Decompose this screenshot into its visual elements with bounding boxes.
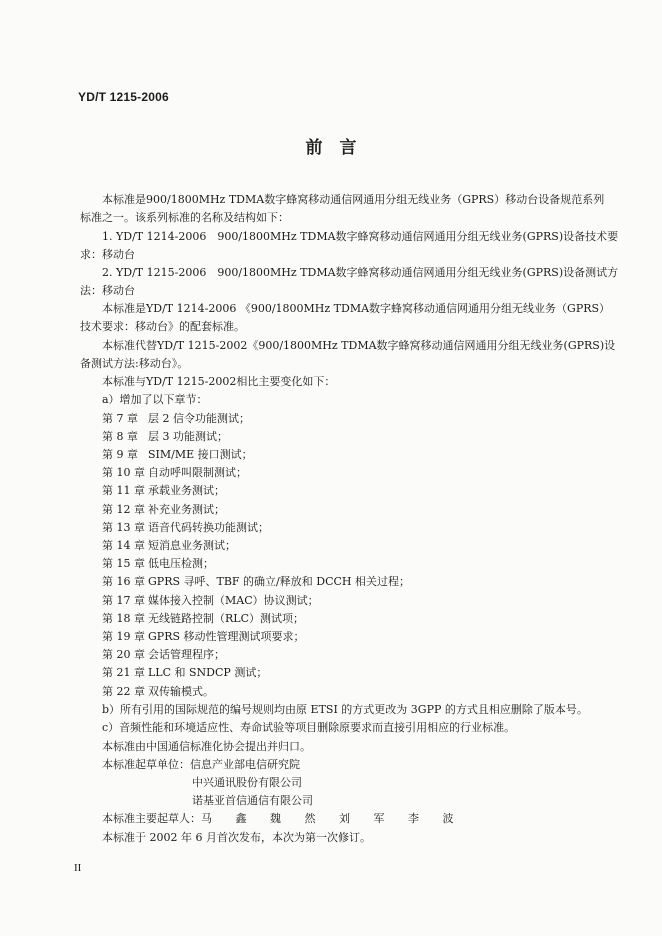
- paragraph-line: 备测试方法:移动台》。: [80, 357, 189, 370]
- chapter-item: [102, 429, 228, 445]
- paragraph-line: 本标准是900/1800MHz TDMA数字蜂窝移动通信网通用分组无线业务（GPRS）移动台设备规范系列: [102, 193, 605, 206]
- chapter-item: [102, 447, 253, 463]
- drafters-names: 马 鑫 魏 然 刘 军 李 波: [201, 812, 464, 825]
- paragraph-line: 求：移动台: [80, 248, 135, 261]
- chapter-number: 第 18 章: [102, 612, 145, 625]
- chapter-number: 第 12 章: [102, 503, 145, 516]
- paragraph-line: 法：移动台: [80, 284, 135, 297]
- page-number: II: [74, 862, 82, 874]
- chapter-item: [102, 611, 304, 627]
- chapter-item: [102, 556, 214, 572]
- chapter-text: 承载业务测试；: [148, 484, 225, 497]
- chapter-number: 第 15 章: [102, 557, 145, 570]
- paragraph-line: b）所有引用的国际规范的编号规则均由原 ETSI 的方式更改为 3GPP 的方式且相应删除了版本号。: [102, 703, 588, 716]
- chapter-text: 媒体接入控制（MAC）协议测试；: [148, 594, 319, 607]
- paragraph-line: c）音频性能和环境适应性、寿命试验等项目删除原要求而直接引用相应的行业标准。: [102, 721, 516, 734]
- chapter-number: 第 11 章: [102, 484, 145, 497]
- chapter-number: 第 21 章: [102, 666, 145, 679]
- chapter-text: 短消息业务测试；: [148, 539, 236, 552]
- organization-line: 诺基亚首信通信有限公司: [192, 794, 313, 807]
- organization-line: 中兴通讯股份有限公司: [192, 776, 302, 789]
- chapter-item: [102, 665, 267, 681]
- chapter-text: 层 3 功能测试；: [148, 430, 228, 443]
- chapter-text: GPRS 寻呼、TBF 的确立/释放和 DCCH 相关过程；: [148, 575, 410, 588]
- chapter-number: 第 13 章: [102, 521, 145, 534]
- chapter-number: 第 14 章: [102, 539, 145, 552]
- chapter-text: SIM/ME 接口测试；: [148, 448, 253, 461]
- chapter-number: 第 19 章: [102, 630, 145, 643]
- drafters-label: 本标准主要起草人：: [102, 812, 201, 825]
- chapter-item: [102, 684, 214, 700]
- paragraph-line: 1. YD/T 1214-2006 900/1800MHz TDMA数字蜂窝移动通信网通用分组无线业务(GPRS)设备技术要: [102, 230, 619, 243]
- chapter-item: [102, 629, 305, 645]
- drafters-line: [102, 811, 463, 827]
- paragraph-line: 技术要求：移动台》的配套标准。: [80, 320, 245, 333]
- chapter-item: [102, 593, 319, 609]
- chapter-text: LLC 和 SNDCP 测试；: [148, 666, 268, 679]
- paragraph-line: a）增加了以下章节：: [102, 393, 208, 406]
- chapter-item: [102, 647, 225, 663]
- paragraph-line: 本标准是YD/T 1214-2006 《900/1800MHz TDMA数字蜂窝移动通信网通用分组无线业务（GPRS）: [102, 302, 611, 315]
- chapter-text: 补充业务测试；: [148, 503, 225, 516]
- chapter-item: [102, 502, 225, 518]
- paragraph-line: 本标准由中国通信标准化协会提出并归口。: [102, 740, 311, 753]
- chapter-number: 第 7 章: [102, 412, 138, 425]
- paragraph-line: 2. YD/T 1215-2006 900/1800MHz TDMA数字蜂窝移动通信网通用分组无线业务(GPRS)设备测试方: [102, 266, 619, 279]
- chapter-item: [102, 538, 236, 554]
- chapter-item: [102, 483, 225, 499]
- chapter-number: 第 8 章: [102, 430, 138, 443]
- chapter-number: 第 16 章: [102, 575, 145, 588]
- paragraph-line: 本标准与YD/T 1215-2002相比主要变化如下：: [102, 375, 336, 388]
- chapter-item: [102, 520, 269, 536]
- paragraph-line: 本标准起草单位：信息产业部电信研究院: [102, 758, 300, 771]
- page-title: 前 言: [305, 138, 357, 158]
- chapter-item: [102, 411, 250, 427]
- chapter-number: 第 17 章: [102, 594, 145, 607]
- chapter-text: GPRS 移动性管理测试项要求；: [148, 630, 305, 643]
- chapter-number: 第 10 章: [102, 466, 145, 479]
- paragraph-line: 本标准于 2002 年 6 月首次发布，本次为第一次修订。: [102, 831, 371, 844]
- chapter-number: 第 22 章: [102, 685, 145, 698]
- chapter-text: 低电压检测；: [148, 557, 214, 570]
- document-code: YD/T 1215-2006: [78, 90, 169, 104]
- chapter-number: 第 20 章: [102, 648, 145, 661]
- paragraph-line: 本标准代替YD/T 1215-2002《900/1800MHz TDMA数字蜂窝移动通信网通用分组无线业务(GPRS)设: [102, 339, 616, 352]
- chapter-text: 层 2 信令功能测试；: [148, 412, 250, 425]
- chapter-text: 会话管理程序；: [148, 648, 225, 661]
- chapter-text: 双传输模式。: [148, 685, 214, 698]
- chapter-item: [102, 574, 410, 590]
- chapter-text: 无线链路控制（RLC）测试项；: [148, 612, 305, 625]
- chapter-item: [102, 465, 247, 481]
- chapter-text: 自动呼叫限制测试；: [148, 466, 247, 479]
- paragraph-line: 标准之一。该系列标准的名称及结构如下：: [80, 211, 289, 224]
- chapter-number: 第 9 章: [102, 448, 138, 461]
- chapter-text: 语音代码转换功能测试；: [148, 521, 269, 534]
